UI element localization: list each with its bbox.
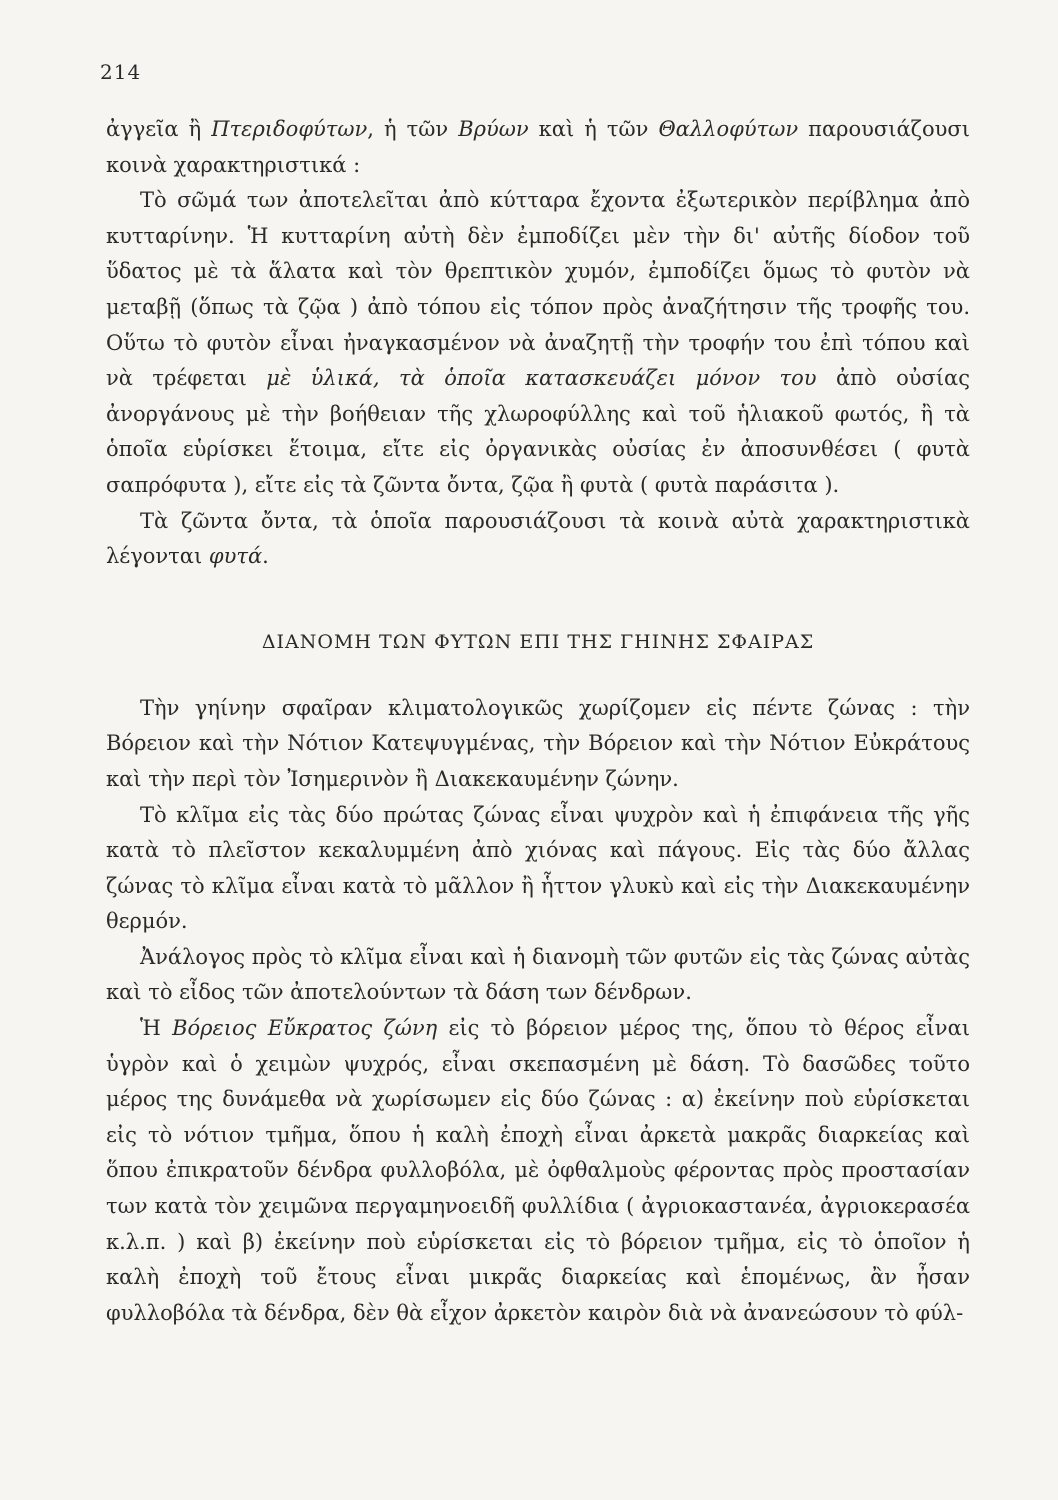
- paragraph-climate: Τὸ κλῖμα εἰς τὰς δύο πρώτας ζώνας εἶναι ψυχρὸν καὶ ἡ ἐπιφάνεια τῆς γῆς κατὰ τὸ πλεῖστον κεκαλυμμένη ἀπὸ χιόνας καὶ πάγους. Εἰς τὰς δύο ἄλλας ζώνας τὸ κλῖμα εἶναι κατὰ τὸ μᾶλλον ἢ ἧττον γλυκὺ καὶ εἰς τὴν Διακεκαυμένην θερμόν.: [106, 802, 970, 934]
- text-run: παρουσιάζουσι κοινὰ χαρακτηριστικά :: [106, 117, 970, 177]
- paragraph-distribution: Ἀνάλογος πρὸς τὸ κλῖμα εἶναι καὶ ἡ διανομὴ τῶν φυτῶν εἰς τὰς ζώνας αὐτὰς καὶ τὸ εἶδος τῶν ἀποτελούντων τὰ δάση των δένδρων.: [106, 944, 970, 1005]
- text-run: καὶ ἡ τῶν: [528, 117, 659, 141]
- text-run: εἰς τὸ βόρειον μέρος της, ὅπου τὸ θέρος εἶναι ὑγρὸν καὶ ὁ χειμὼν ψυχρός, εἶναι σκεπασμένη μὲ δάση. Τὸ δασῶδες τοῦτο μέρος της δυνάμεθα νὰ χωρίσωμεν εἰς δύο ζώνας : α) ἐκείνην ποὺ εὑρίσκεται εἰς τὸ νότιον τμῆμα, ὅπου ἡ καλὴ ἐποχὴ εἶναι ἀρκετὰ μακρᾶς διαρκείας καὶ ὅπου ἐπικρατοῦν δένδρα φυλλοβόλα, μὲ ὀφθαλμοὺς φέροντας πρὸς προστασίαν των κατὰ τὸν χειμῶνα περγαμηνοειδῆ φυλλίδια ( ἀγριοκαστανέα, ἀγριοκερασέα κ.λ.π. ) καὶ β) ἐκείνην ποὺ εὑρίσκεται εἰς τὸ βόρειον τμῆμα, εἰς τὸ ὁποῖον ἡ καλὴ ἐποχὴ τοῦ ἔτους εἶναι μικρᾶς διαρκείας καὶ ἑπομένως, ἂν ἦσαν φυλλοβόλα τὰ δένδρα, δὲν θὰ εἶχον ἀρκετὸν καιρὸν διὰ νὰ ἀνανεώσουν τὸ φύλ-: [106, 1016, 970, 1325]
- italic-term: Βρύων: [458, 117, 529, 141]
- italic-term: Θαλλοφύτων: [658, 117, 799, 141]
- paragraph-definition: [106, 504, 970, 575]
- italic-term: φυτά: [208, 544, 263, 569]
- text-run: Τὰ ζῶντα ὄντα, τὰ ὁποῖα παρουσιάζουσι τὰ κοινὰ αὐτὰ χαρακτηριστικὰ λέγονται: [106, 508, 970, 569]
- paragraph-continuation: [106, 112, 970, 183]
- italic-term: Πτεριδοφύτων: [211, 117, 368, 141]
- page-number: 214: [100, 60, 142, 84]
- text-run: Ἡ: [140, 1016, 173, 1041]
- text-run: Τὸ σῶμά των ἀποτελεῖται ἀπὸ κύτταρα ἔχοντα ἐξωτερικὸν περίβλημα ἀπὸ κυτταρίνην. Ἡ κυτταρίνη αὐτὴ δὲν ἐμποδίζει μὲν τὴν δι' αὐτῆς δίοδον τοῦ ὕδατος μὲ τὰ ἅλατα καὶ τὸν θρεπτικὸν χυμόν, ἐμποδίζει ὅμως τὸ φυτὸν νὰ μεταβῇ (ὅπως τὰ ζῷα ) ἀπὸ τόπου εἰς τόπον πρὸς ἀναζήτησιν τῆς τροφῆς του. Οὕτω τὸ φυτὸν εἶναι ἠναγκασμένον νὰ ἀναζητῇ τὴν τροφήν του ἐπὶ τόπου καὶ νὰ τρέφεται: [106, 188, 970, 391]
- paragraph-temperate-zone: [106, 1011, 970, 1331]
- italic-term: Βόρειος Εὔκρατος ζώνη: [172, 1016, 438, 1041]
- paragraph-body-description: [106, 183, 970, 503]
- text-run: .: [262, 544, 269, 569]
- italic-phrase: μὲ ὑλικά, τὰ ὁποῖα κατασκευάζει μόνον του: [266, 366, 817, 391]
- text-run: , ἡ τῶν: [367, 117, 459, 141]
- page-body: [106, 112, 970, 1331]
- paragraph-zones: Τὴν γηίνην σφαῖραν κλιματολογικῶς χωρίζομεν εἰς πέντε ζώνας : τὴν Βόρειον καὶ τὴν Νότιον Κατεψυγμένας, τὴν Βόρειον καὶ τὴν Νότιον Εὐκράτους καὶ τὴν περὶ τὸν Ἰσημερινὸν ἢ Διακεκαυμένην ζώνην.: [106, 695, 970, 791]
- section-heading: ΔΙΑΝΟΜΗ ΤΩΝ ΦΥΤΩΝ ΕΠΙ ΤΗΣ ΓΗΙΝΗΣ ΣΦΑΙΡΑΣ: [261, 630, 815, 653]
- text-run: ἀγγεῖα ἢ: [106, 117, 212, 141]
- text-run: ἀπὸ οὐσίας ἀνοργάνους μὲ τὴν βοήθειαν τῆς χλωροφύλλης καὶ τοῦ ἡλιακοῦ φωτός, ἢ τὰ ὁποῖα εὑρίσκει ἕτοιμα, εἴτε εἰς ὀργανικὰς οὐσίας ἐν ἀποσυνθέσει ( φυτὰ σαπρόφυτα ), εἴτε εἰς τὰ ζῶντα ὄντα, ζῷα ἢ φυτὰ ( φυτὰ παράσιτα ).: [106, 366, 970, 497]
